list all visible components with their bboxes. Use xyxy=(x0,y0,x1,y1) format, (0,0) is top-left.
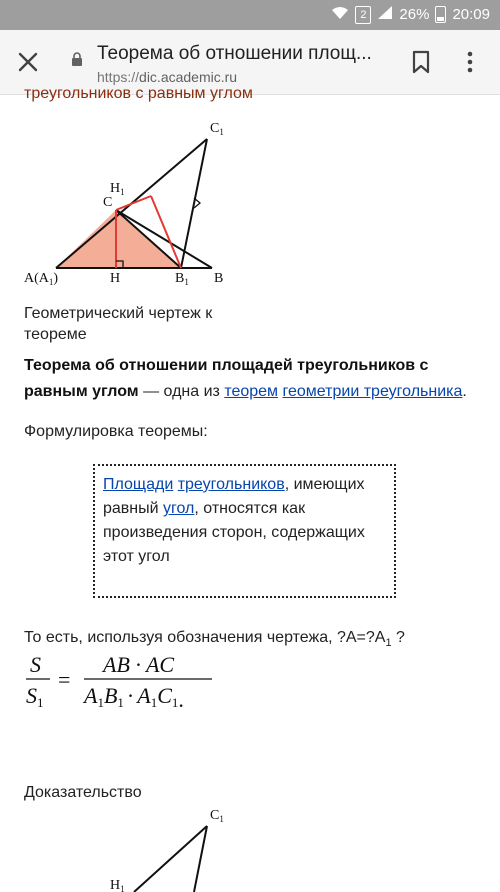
url-bar[interactable] xyxy=(97,69,237,85)
page-title[interactable]: Теорема об отношении площ... xyxy=(97,43,372,64)
intro-paragraph xyxy=(24,353,494,405)
box-text-1: , имеющих равный xyxy=(103,476,365,517)
formula-s1: S1 xyxy=(26,683,44,710)
geometry-figure xyxy=(24,115,244,287)
notation-text: То есть, используя обозначения чертежа, ?A=?A xyxy=(24,629,386,646)
formula-s: S xyxy=(30,652,41,677)
signal-icon xyxy=(377,5,393,24)
url-scheme: https:// xyxy=(97,69,140,85)
notation-sub: 1 xyxy=(385,637,392,650)
wifi-icon xyxy=(331,6,349,24)
overflow-menu-button[interactable] xyxy=(460,48,480,76)
area-ratio-formula xyxy=(24,648,224,712)
status-icons xyxy=(331,5,490,24)
url-host: dic.academic.ru xyxy=(139,69,238,85)
notation-tail: ? xyxy=(391,629,405,646)
bookmark-icon xyxy=(408,48,434,76)
notation-paragraph xyxy=(24,629,405,649)
theorem-statement-box xyxy=(93,464,396,598)
bookmark-button[interactable] xyxy=(408,48,434,76)
label-h: H xyxy=(110,271,121,286)
box-text-2: , относятся как произведения сторон, содержащих этот угол xyxy=(103,500,365,565)
overflow-menu-icon xyxy=(460,48,480,76)
battery-percent: 26% xyxy=(399,6,430,23)
intro-text: — одна из xyxy=(138,383,225,400)
sim-badge: 2 xyxy=(355,6,371,24)
label-a: $A(A_1)$ xyxy=(24,271,59,287)
lock-icon xyxy=(71,52,83,66)
formula-denominator: A1B1 · A1C1. xyxy=(84,683,184,712)
clock: 20:09 xyxy=(452,6,490,23)
label-b: B xyxy=(214,271,224,286)
formula-equals: = xyxy=(58,667,71,692)
label-b1: $B_1$ xyxy=(175,271,189,287)
page-content xyxy=(0,85,500,892)
section-heading-cut: треугольников с равным углом xyxy=(24,85,253,102)
battery-icon xyxy=(435,6,446,23)
theorem-name: Теорема об отношении площадей треугольников с равным углом xyxy=(24,357,429,400)
link-triangles[interactable]: треугольников xyxy=(177,476,285,493)
close-icon xyxy=(14,48,42,76)
link-angle[interactable]: угол xyxy=(163,500,195,517)
status-bar xyxy=(0,0,500,30)
link-theorems[interactable]: теорем xyxy=(224,383,279,400)
formulation-heading: Формулировка теоремы: xyxy=(24,423,208,440)
label-h1: $H_1$ xyxy=(110,181,125,197)
figure-caption: Геометрический чертеж к теореме xyxy=(24,305,213,343)
label-c: C xyxy=(103,195,113,210)
label-h1-proof: $H_1$ xyxy=(110,878,125,892)
period: . xyxy=(462,383,467,400)
formula-numerator: AB · AC xyxy=(103,652,175,677)
proof-heading: Доказательство xyxy=(24,784,142,801)
close-button[interactable] xyxy=(14,48,42,76)
label-c1-proof: $C_1$ xyxy=(210,808,224,824)
label-c1: $C_1$ xyxy=(210,121,224,137)
link-areas[interactable]: Площади xyxy=(103,476,174,493)
link-triangle-geometry[interactable]: геометрии треугольника xyxy=(282,383,463,400)
geometry-figure-proof xyxy=(24,802,244,892)
